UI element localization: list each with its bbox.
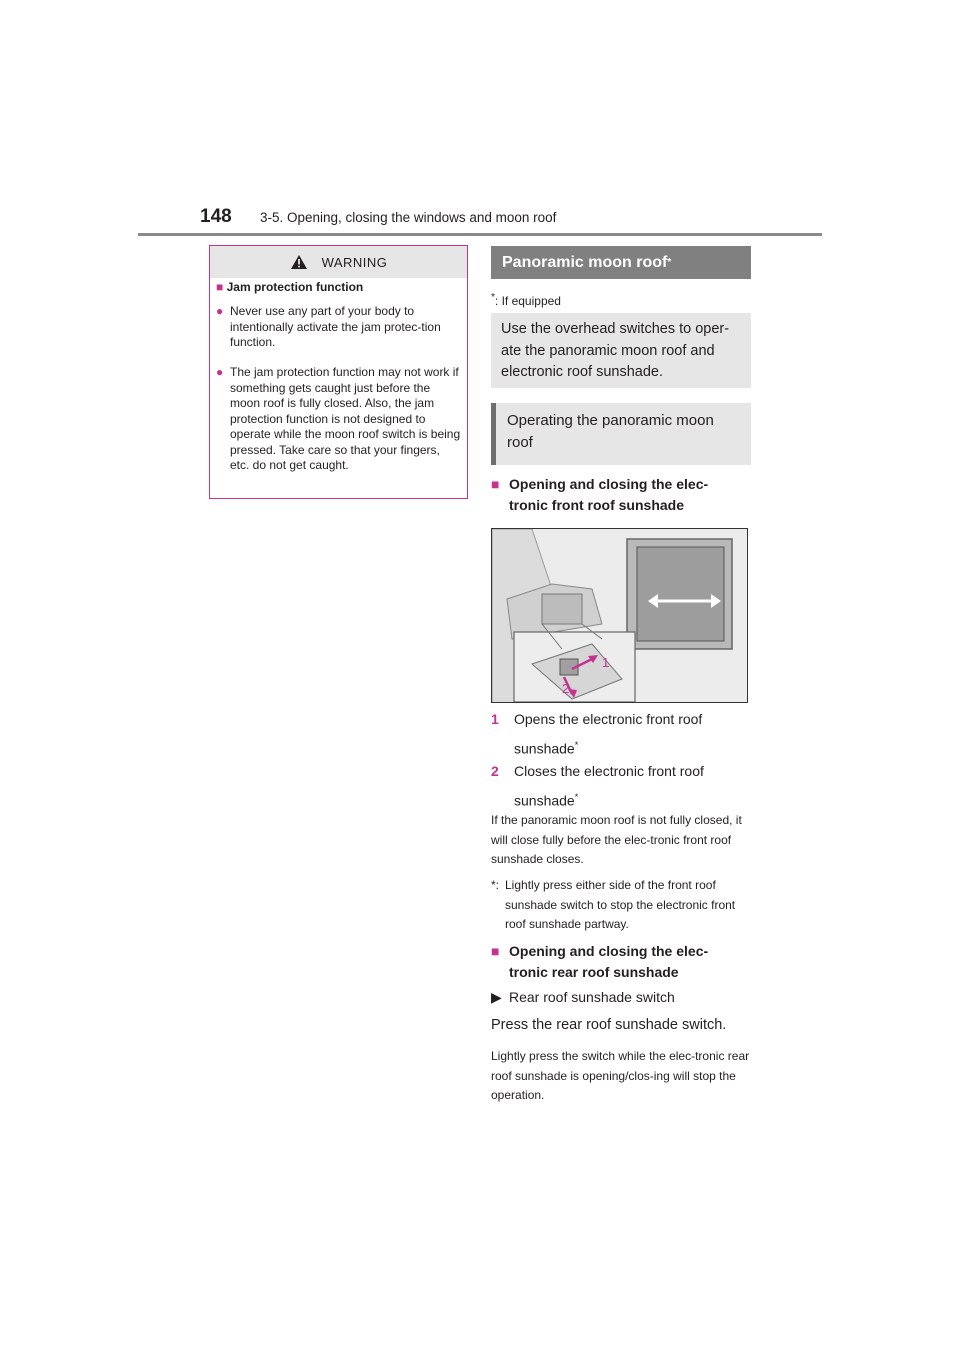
bullet-dot-icon: ● [216, 365, 224, 379]
intro-box: Use the overhead switches to oper-ate the panoramic moon roof and electronic roof sunshade. [491, 313, 751, 388]
warning-header [210, 246, 467, 278]
warning-bullet: ● Never use any part of your body to intentionally activate the jam protec-tion function. [216, 304, 441, 349]
sunshade-switch-illustration [491, 528, 748, 703]
square-bullet-icon: ■ [216, 280, 224, 294]
square-bullet-icon: ■ [491, 476, 500, 492]
warning-triangle-icon [290, 254, 308, 270]
square-bullet-icon: ■ [491, 943, 500, 959]
footnote-partway: *: Lightly press either side of the front roof sunshade switch to stop the electronic front roof sunshade partway. [491, 878, 736, 931]
bullet-dot-icon: ● [216, 304, 224, 318]
section-heading-panoramic: Panoramic moon roof * [491, 246, 751, 279]
header-divider [138, 233, 822, 236]
note-close-before: If the panoramic moon roof is not fully closed, it will close fully before the elec-tronic front roof sunshade closes. [491, 813, 742, 866]
warning-title: WARNING [321, 254, 388, 270]
callout-2: 2 [562, 681, 570, 696]
step-1: 1 Opens the electronic front roof sunshade* [491, 711, 703, 757]
subheading-front-sunshade: ■ Opening and closing the elec-tronic front roof sunshade [491, 474, 741, 516]
arrow-bullet-icon: ▶ [491, 989, 502, 1005]
section-title: 3-5. Opening, closing the windows and moon roof [260, 210, 557, 225]
subheading-rear-sunshade: ■ Opening and closing the elec-tronic rear roof sunshade [491, 941, 741, 983]
warning-bullet: ● The jam protection function may not work if something gets caught just before the moon roof is fully closed. Also, the jam protection function is not designed to operate while the moon roof switch is being pressed. Take care so that your fingers, etc. do not get caught. [216, 365, 461, 472]
operating-heading: Operating the panoramic moon roof [491, 403, 751, 465]
page-header [200, 206, 556, 228]
warning-box [209, 245, 468, 499]
step-2: 2 Closes the electronic front roof sunshade* [491, 763, 704, 809]
page-number: 148 [200, 206, 232, 227]
note-stop-operation: Lightly press the switch while the elec-tronic rear roof sunshade is opening/clos-ing will stop the operation. [491, 1049, 750, 1102]
rear-switch-item: ▶ Rear roof sunshade switch [491, 989, 675, 1005]
if-equipped-note: *: If equipped [491, 292, 561, 308]
roof-illustration-graphic [492, 529, 748, 703]
warning-subheading: ■ Jam protection function [216, 280, 364, 294]
rear-instruction: Press the rear roof sunshade switch. [491, 1017, 727, 1033]
callout-1: 1 [602, 655, 610, 670]
